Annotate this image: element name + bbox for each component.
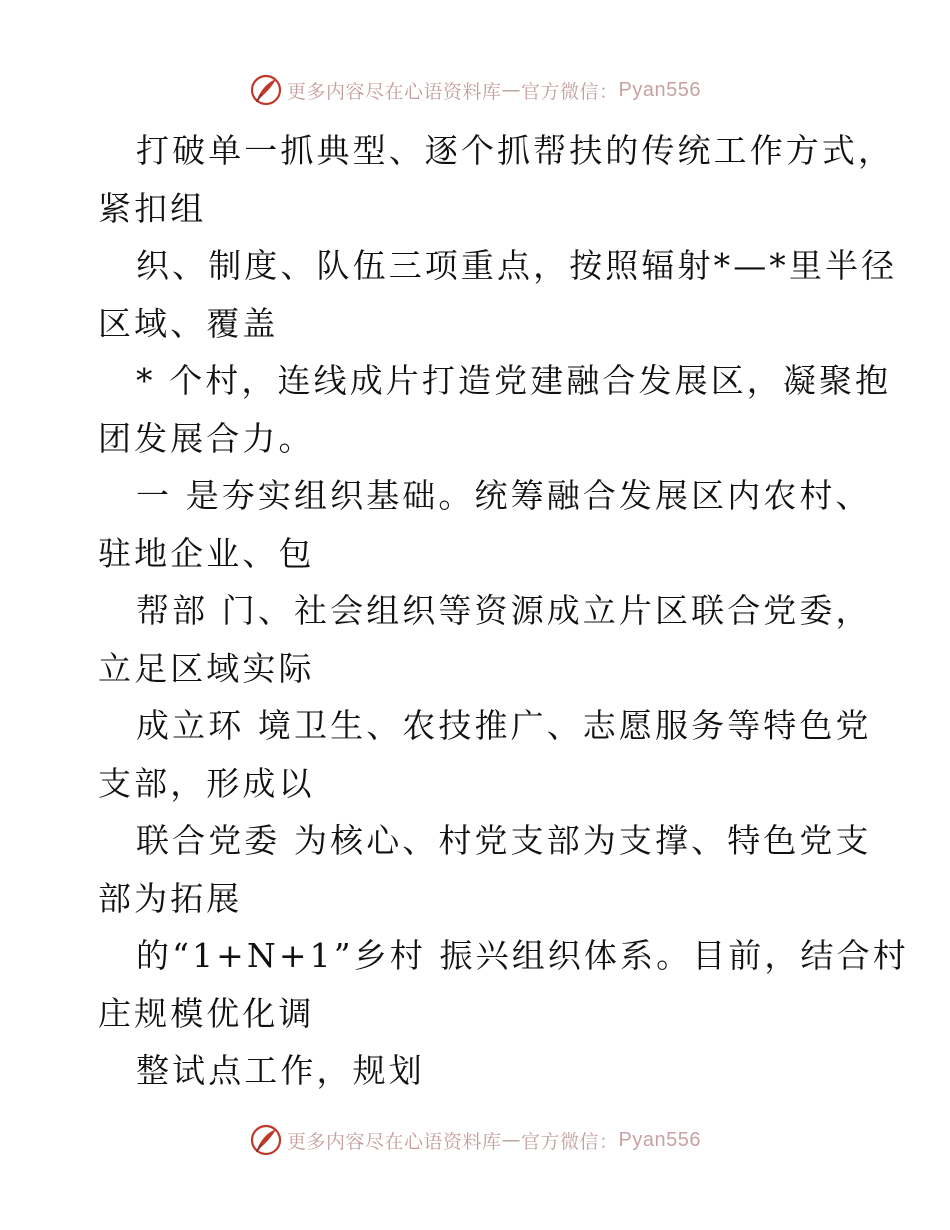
quill-pen-logo-icon: [249, 73, 283, 107]
body-line: 打破单一抓典型、逐个抓帮扶的传统工作方式，: [136, 131, 895, 170]
watermark-contact-label: 官方微信：: [521, 1130, 619, 1153]
watermark-site-text: 更多内容尽在心语资料库: [287, 80, 502, 103]
body-line: 庄规模优化调: [98, 993, 315, 1033]
body-line: 帮部 门、社会组织等资源成立片区联合党委，: [136, 591, 872, 630]
watermark-dash: —: [501, 79, 522, 101]
body-line: 立足区域实际: [98, 648, 315, 688]
quill-pen-logo-icon: [249, 1123, 283, 1157]
body-line: 成立环 境卫生、农技推广、志愿服务等特色党: [136, 706, 872, 745]
body-line: 部为拓展: [98, 878, 243, 918]
body-line: 紧扣组: [98, 188, 207, 228]
body-line: * 个村，连线成片打造党建融合发展区，凝聚抱: [136, 361, 892, 400]
body-line: 联合党委 为核心、村党支部为支撑、特色党支: [136, 821, 872, 860]
watermark-contact-id: Pyan556: [618, 78, 701, 101]
body-line: 驻地企业、包: [98, 533, 315, 573]
watermark-contact-id: Pyan556: [618, 1128, 701, 1151]
body-line: 整试点工作，规划: [136, 1051, 425, 1090]
body-line: 的“1+N+1”乡村 振兴组织体系。目前，结合村: [136, 936, 909, 975]
body-line: 支部，形成以: [98, 763, 315, 803]
body-line: 区域、覆盖: [98, 303, 279, 343]
body-line: 一 是夯实组织基础。统筹融合发展区内农村、: [136, 476, 872, 515]
watermark-contact-label: 官方微信：: [521, 80, 619, 103]
body-line: 织、制度、队伍三项重点，按照辐射*—*里半径: [136, 246, 898, 285]
header-watermark: [0, 70, 950, 110]
footer-watermark: [0, 1120, 950, 1160]
document-body: [98, 122, 909, 1100]
watermark-site-text: 更多内容尽在心语资料库: [287, 1130, 502, 1153]
watermark-dash: —: [501, 1129, 522, 1151]
body-line: 团发展合力。: [98, 418, 315, 458]
